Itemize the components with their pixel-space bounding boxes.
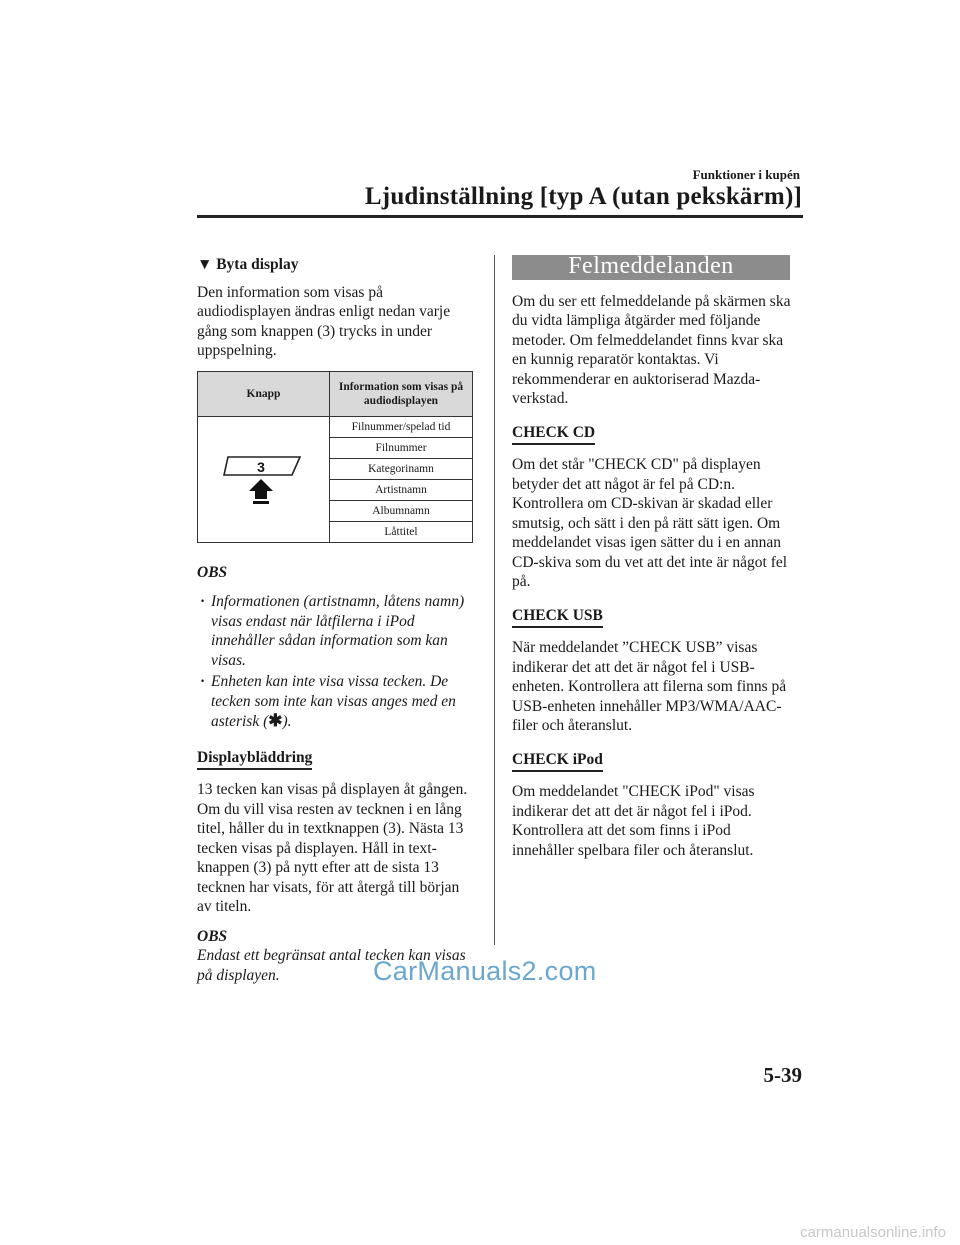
button-illustration-cell (198, 416, 330, 542)
triangle-down-icon: ▼ (197, 256, 213, 273)
footer-watermark: carmanualsonline.info (800, 1224, 946, 1241)
check-ipod-text: Om meddelandet "CHECK iPod" visas indikerar det att det är något fel i iPod. Kontrollera att det som finns i iPod innehåller spelbara filer och återanslut. (512, 783, 755, 859)
right-column (512, 255, 792, 870)
table-row: Artistnamn (330, 479, 473, 500)
obs-label: OBS (197, 927, 228, 945)
column-divider (494, 255, 495, 945)
left-column (197, 255, 477, 985)
obs-text: Endast ett begränsat antal tecken kan visas på displayen. (197, 947, 466, 984)
button-number: 3 (256, 459, 265, 475)
obs-bullet: · Informationen (artistnamn, låtens namn) visas endast när låtfilerna i iPod innehåller sådan information som kan visas. (197, 592, 477, 670)
check-ipod-heading: CHECK iPod (512, 750, 603, 773)
intro-paragraph: Den information som visas på audiodisplayen ändras enligt nedan varje gång som knappen (3) trycks in under uppspelning. (197, 283, 451, 359)
byta-display-heading (197, 255, 477, 275)
page-number: 5-39 (763, 1063, 802, 1087)
check-usb-text: När meddelandet ”CHECK USB” visas indikerar det att det är något fel i USB-enheten. Kontrollera att filerna som finns på USB-enheten innehåller MP3/WMA/AAC-filer och återanslut. (512, 639, 787, 734)
table-row: Filnummer (330, 437, 473, 458)
asterisk-icon: ✱ (268, 711, 283, 730)
felmeddelanden-banner: Felmeddelanden (512, 255, 790, 280)
heading-text: Byta display (216, 256, 299, 273)
title-rule (197, 215, 803, 218)
section-label: Funktioner i kupén (692, 167, 800, 182)
button-3-illustration (222, 445, 306, 509)
page-title: Ljudinställning [typ A (utan pekskärm)] (364, 183, 802, 210)
error-intro: Om du ser ett felmeddelande på skärmen ska du vidta lämpliga åtgärder med följande metoder. Om felmeddelandet finns kvar ska en kunnig reparatör kontaktas. Vi rekommenderar en auktoriserad Mazda-verkstad. (512, 292, 791, 407)
press-arrow-icon (249, 479, 273, 499)
table-row: Kategorinamn (330, 458, 473, 479)
check-usb-heading: CHECK USB (512, 606, 603, 629)
watermark-link[interactable]: CarManuals2.com (373, 956, 597, 986)
table-header-knapp: Knapp (198, 371, 330, 416)
table-header-info: Information som visas på audiodisplayen (330, 371, 473, 416)
displayscroll-heading: Displaybläddring (197, 748, 312, 771)
table-row: Albumnamn (330, 500, 473, 521)
obs-bullet-tail: ). (282, 713, 292, 730)
table-row: Låttitel (330, 521, 473, 542)
table-row: Filnummer/spelad tid (330, 416, 473, 437)
obs-label: OBS (197, 563, 228, 581)
displayscroll-text: 13 tecken kan visas på displayen åt gången. Om du vill visa resten av tecknen i en lång titel, håller du in textknappen (3). Nästa 13 tecken visas på displayen. Håll in text-knappen (3) på nytt efter att de sista 13 tecknen har visats, för att återgå till början av titeln. (197, 781, 468, 915)
obs-bullet-text: Enheten kan inte visa vissa tecken. De tecken som inte kan visas anges med en asterisk ( (211, 673, 456, 730)
check-cd-text: Om det står "CHECK CD" på displayen betyder det att något är fel på CD:n. Kontrollera om CD-skivan är skadad eller smutsig, och sätt i den på rätt sätt igen. Om meddelandet visas igen sätter du i en annan CD-skiva som du vet att det inte är något fel på. (512, 456, 788, 590)
check-cd-heading: CHECK CD (512, 423, 595, 446)
obs-bullet (197, 672, 477, 732)
display-table (197, 371, 473, 543)
